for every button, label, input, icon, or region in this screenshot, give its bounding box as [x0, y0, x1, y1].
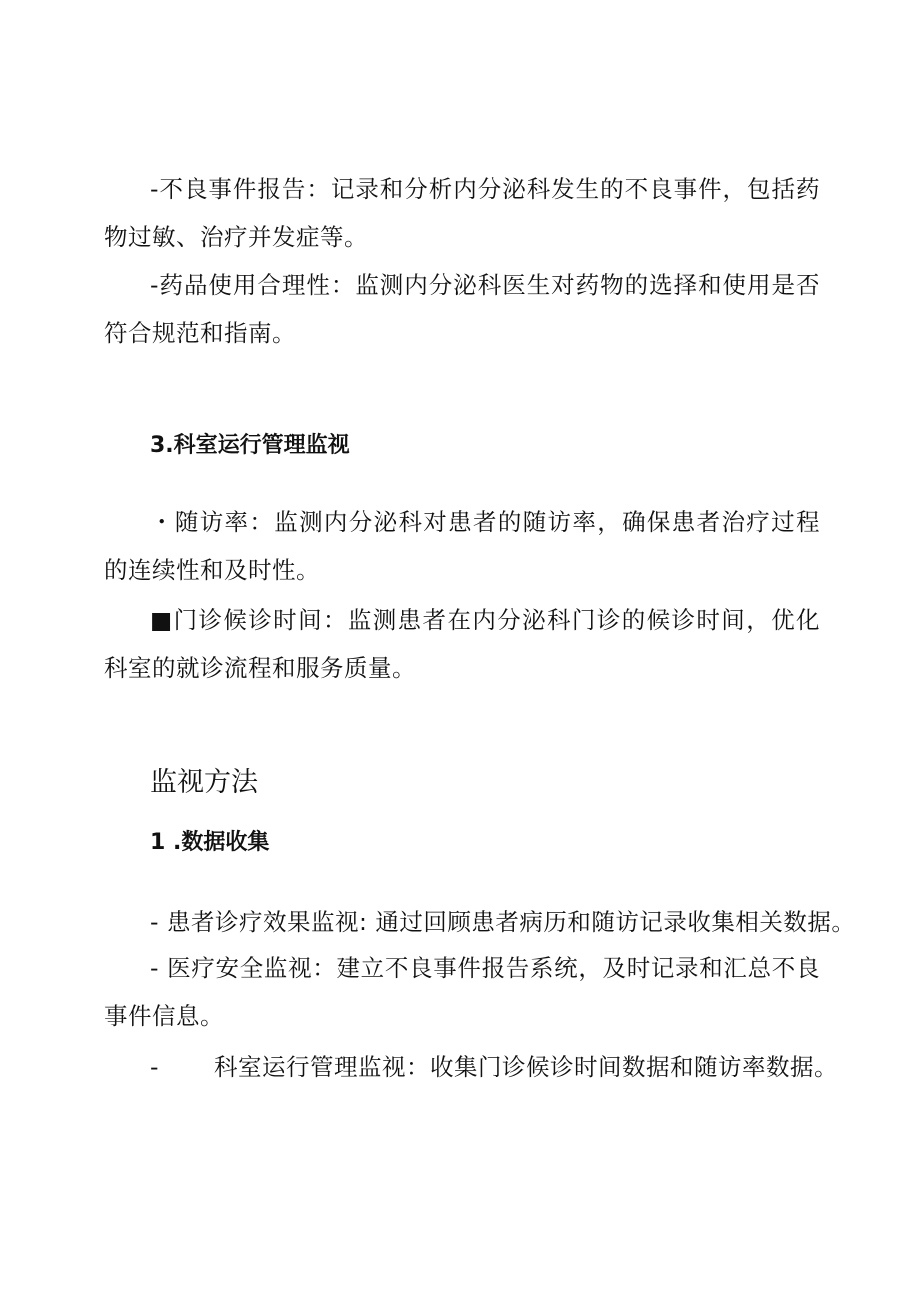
- follow-up-rate-paragraph: ・随访率：监测内分泌科对患者的随访率，确保患者治疗过程的连续性和及时性。: [104, 508, 820, 584]
- waiting-time-paragraph: ■门诊候诊时间：监测患者在内分泌科门诊的候诊时间，优化科室的就诊流程和服务质量。: [104, 606, 820, 682]
- management-monitoring-line: [150, 1048, 838, 1082]
- drug-rationality-paragraph: -药品使用合理性：监测内分泌科医生对药物的选择和使用是否符合规范和指南。: [104, 271, 820, 347]
- medical-safety-paragraph: - 医疗安全监视：建立不良事件报告系统，及时记录和汇总不良事件信息。: [104, 954, 820, 1030]
- management-monitoring-text: 科室运行管理监视：收集门诊候诊时间数据和随访率数据。: [214, 1053, 838, 1081]
- adverse-events-paragraph: -不良事件报告：记录和分析内分泌科发生的不良事件，包括药物过敏、治疗并发症等。: [104, 175, 820, 251]
- methods-section-title: 监视方法: [150, 767, 258, 798]
- treatment-effect-line: - 患者诊疗效果监视: 通过回顾患者病历和随访记录收集相关数据。: [150, 908, 856, 936]
- dept-management-heading: 3.科室运行管理监视: [150, 433, 350, 458]
- list-dash: -: [150, 1053, 159, 1081]
- data-collection-heading: 1 .数据收集: [150, 830, 270, 855]
